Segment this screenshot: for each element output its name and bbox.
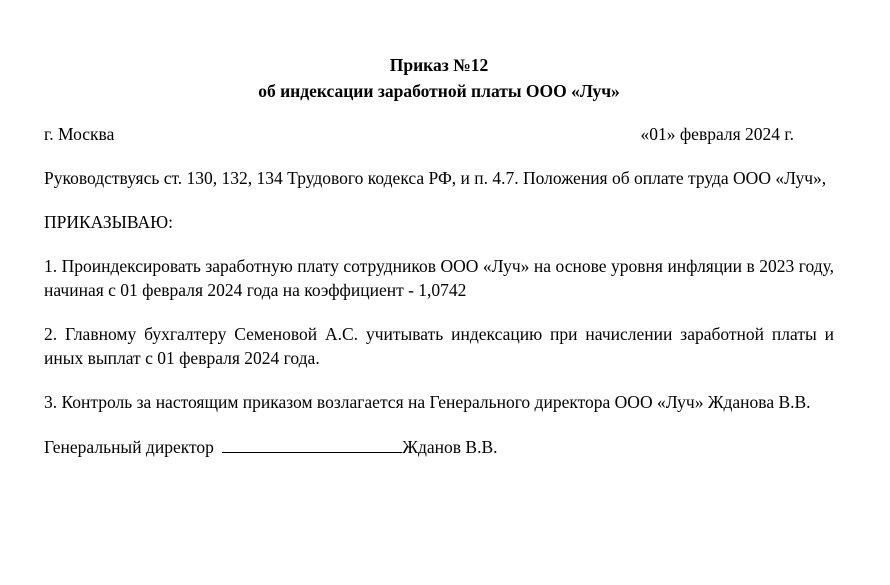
- order-word: ПРИКАЗЫВАЮ:: [44, 212, 173, 232]
- document-date: «01» февраля 2024 г.: [640, 124, 794, 144]
- place-date-row: [44, 122, 834, 146]
- document-title: Приказ №12: [389, 55, 489, 75]
- signature-name: Жданов В.В.: [402, 437, 498, 457]
- signature-line: [222, 438, 402, 453]
- preamble-paragraph: Руководствуясь ст. 130, 132, 134 Трудового кодекса РФ, и п. 4.7. Положения об оплате труда ООО «Луч»,: [44, 168, 827, 188]
- order-item-1: 1. Проиндексировать заработную плату сотрудников ООО «Луч» на основе уровня инфляции в 2023 году, начиная с 01 февраля 2024 года на коэффициент - 1,0742: [44, 256, 834, 300]
- order-item-2: 2. Главному бухгалтеру Семеновой А.С. учитывать индексацию при начислении заработной платы и иных выплат с 01 февраля 2024 года.: [44, 324, 834, 368]
- order-item-3: 3. Контроль за настоящим приказом возлагается на Генерального директора ООО «Луч» Жданова В.В.: [44, 392, 811, 412]
- signature-block: [44, 435, 834, 459]
- document-subtitle: об индексации заработной платы ООО «Луч»: [258, 81, 620, 101]
- document-city: г. Москва: [44, 124, 115, 144]
- document-header: [44, 52, 834, 104]
- signature-position: Генеральный директор: [44, 437, 214, 457]
- document-page: [44, 52, 834, 459]
